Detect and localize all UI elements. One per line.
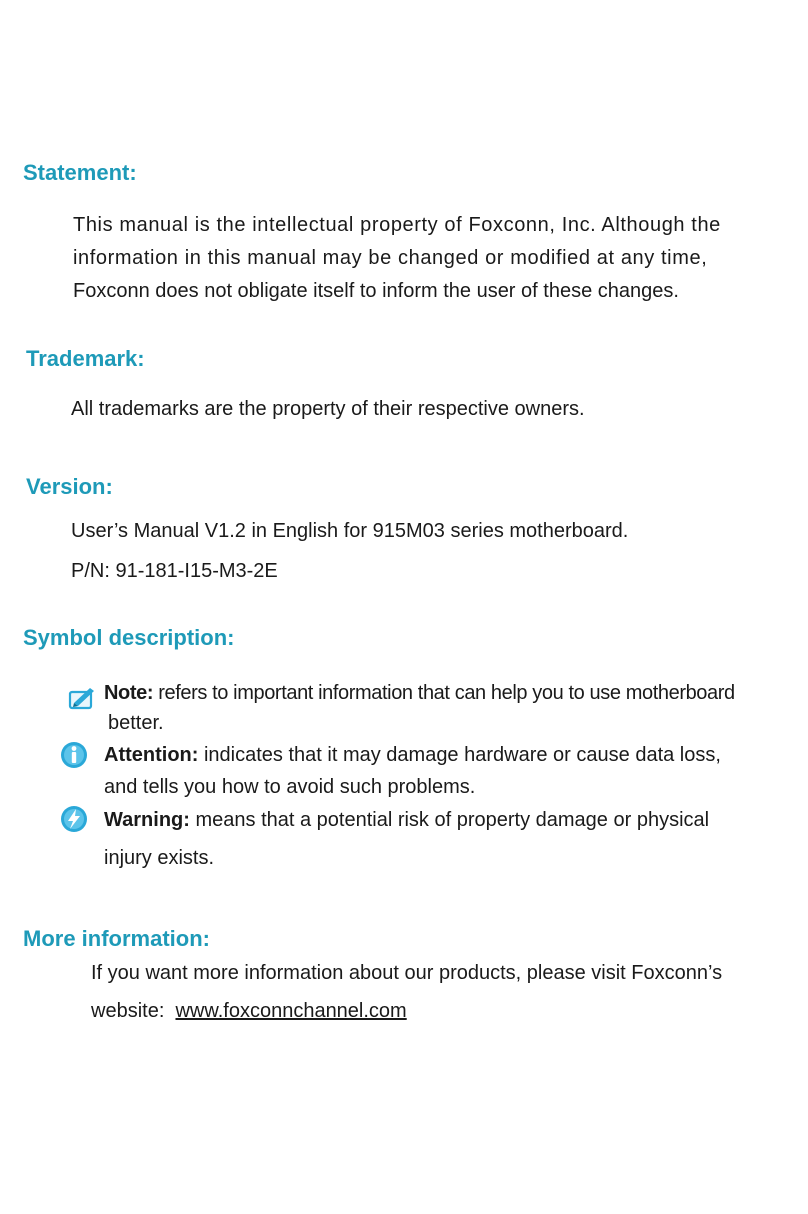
- version-part-number: P/N: 91-181-I15-M3-2E: [71, 560, 278, 582]
- website-prefix: website:: [91, 1000, 176, 1022]
- info-icon: [60, 741, 88, 769]
- note-label: Note:: [104, 682, 154, 704]
- statement-line-3: Foxconn does not obligate itself to inform the user of these changes.: [73, 280, 679, 302]
- symbol-description-heading: Symbol description:: [23, 625, 235, 650]
- note-line: [104, 682, 735, 705]
- warning-text: means that a potential risk of property damage or physical: [189, 809, 710, 831]
- warning-line-cont: injury exists.: [104, 847, 215, 869]
- more-information-line-1: If you want more information about our products, please visit Foxconn’s: [91, 962, 723, 984]
- note-line-cont: better.: [108, 712, 164, 734]
- statement-line-1: This manual is the intellectual property of Foxconn, Inc. Although the: [73, 214, 721, 236]
- statement-heading: Statement:: [23, 160, 137, 185]
- attention-label: Attention:: [104, 744, 199, 766]
- statement-line-2: information in this manual may be changed or modified at any time,: [73, 247, 708, 269]
- warning-label: Warning:: [104, 809, 190, 831]
- attention-line: [104, 744, 721, 767]
- trademark-heading: Trademark:: [26, 346, 145, 371]
- warning-line: [104, 809, 709, 832]
- note-icon: [68, 683, 96, 711]
- warning-icon: [60, 805, 88, 833]
- note-text: refers to important information that can help you to use motherboard: [153, 682, 735, 704]
- more-information-line-2: [91, 1000, 407, 1023]
- version-heading: Version:: [26, 474, 113, 499]
- attention-text: indicates that it may damage hardware or cause data loss,: [198, 744, 721, 766]
- attention-line-cont: and tells you how to avoid such problems.: [104, 776, 476, 798]
- trademark-line: All trademarks are the property of their respective owners.: [71, 398, 585, 420]
- more-information-heading: More information:: [23, 926, 210, 951]
- version-manual: User’s Manual V1.2 in English for 915M03 series motherboard.: [71, 520, 629, 542]
- website-link[interactable]: www.foxconnchannel.com: [175, 1000, 407, 1022]
